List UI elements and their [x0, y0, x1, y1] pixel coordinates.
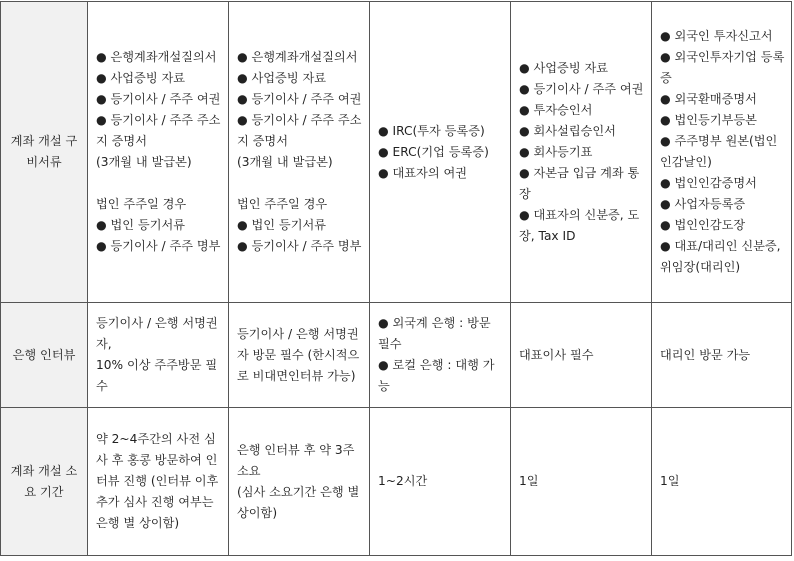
- cell-line: ● 대표자의 여권: [378, 165, 468, 180]
- cell-line: ● 로컬 은행 : 대행 가능: [378, 358, 495, 393]
- cell-line: 대표이사 필수: [519, 347, 594, 362]
- cell-line: ● 등기이사 / 주주 주소지 증명서: [237, 113, 362, 148]
- table-cell: [88, 408, 229, 556]
- cell-line: 법인 주주일 경우: [237, 197, 328, 211]
- table-cell: [229, 303, 370, 408]
- cell-line: (심사 소요기간 은행 별 상이함): [237, 484, 360, 520]
- cell-line: 등기이사 / 은행 서명권자 방문 필수 (한시적으로 비대면인터뷰 가능): [237, 326, 360, 383]
- cell-line: ● 등기이사 / 주주 여권: [237, 92, 362, 106]
- cell-line: ● 은행계좌개설질의서: [96, 50, 217, 64]
- cell-line: ● 등기이사 / 주주 여권: [519, 81, 644, 96]
- table-cell: [370, 408, 511, 556]
- interview-row: [1, 303, 792, 408]
- documents-row: [1, 2, 792, 303]
- cell-line: 10% 이상 주주방문 필수: [96, 358, 218, 393]
- cell-line: ● 대표/대리인 신분증, 위임장(대리인): [660, 239, 781, 274]
- row-header: 계좌 개설 소요 기간: [1, 408, 88, 556]
- cell-line: 1일: [519, 474, 539, 488]
- cell-line: (3개월 내 발급본): [237, 155, 333, 169]
- table-cell: [229, 408, 370, 556]
- cell-line: ● 주주명부 원본(법인인감날인): [660, 134, 778, 169]
- cell-line: ● 회사설립승인서: [519, 123, 616, 138]
- cell-line: 1일: [660, 474, 680, 488]
- cell-line: 등기이사 / 은행 서명권자,: [96, 316, 218, 351]
- cell-line: ● 법인 등기서류: [237, 218, 327, 232]
- cell-line: ● 은행계좌개설질의서: [237, 50, 358, 64]
- cell-line: ● 외국계 은행 : 방문 필수: [378, 316, 491, 351]
- cell-line: ● 대표자의 신분증, 도장, Tax ID: [519, 207, 640, 243]
- table-cell: [511, 2, 652, 303]
- cell-line: ● 사업증빙 자료: [237, 71, 327, 85]
- account-comparison-table: [0, 1, 792, 556]
- cell-line: 약 2~4주간의 사전 심사 후 홍콩 방문하여 인터뷰 진행 (인터뷰 이후 추가 심사 진행 여부는 은행 별 상이함): [96, 432, 219, 530]
- table-cell: [229, 2, 370, 303]
- cell-line: ● 등기이사 / 주주 여권: [96, 92, 221, 106]
- cell-line: 은행 인터뷰 후 약 3주 소요: [237, 442, 355, 478]
- table-cell: [370, 2, 511, 303]
- table-cell: [511, 303, 652, 408]
- cell-line: ● 투자승인서: [519, 102, 593, 117]
- cell-line: 법인 주주일 경우: [96, 197, 187, 211]
- cell-line: ● 등기이사 / 주주 주소지 증명서: [96, 113, 221, 148]
- cell-line: ● 외국환매증명서: [660, 92, 757, 106]
- cell-line: ● 법인 등기서류: [96, 218, 186, 232]
- table-cell: [511, 408, 652, 556]
- row-header: 계좌 개설 구비서류: [1, 2, 88, 303]
- cell-line: 1~2시간: [378, 474, 428, 488]
- blank-line: [237, 173, 363, 194]
- table-cell: [652, 408, 792, 556]
- cell-line: ● 사업자등록증: [660, 197, 746, 211]
- table-cell: [370, 303, 511, 408]
- cell-line: 대리인 방문 가능: [660, 347, 751, 362]
- row-header: 은행 인터뷰: [1, 303, 88, 408]
- cell-line: ● 등기이사 / 주주 명부: [96, 239, 221, 253]
- cell-line: ● 자본금 입금 계좌 통장: [519, 165, 640, 201]
- cell-line: ● 사업증빙 자료: [519, 60, 609, 75]
- cell-line: ● 회사등기표: [519, 144, 593, 159]
- table-cell: [88, 2, 229, 303]
- cell-line: ● 외국인투자기업 등록증: [660, 50, 785, 85]
- cell-line: ● ERC(기업 등록증): [378, 144, 489, 159]
- cell-line: ● 법인등기부등본: [660, 113, 757, 127]
- cell-line: ● 사업증빙 자료: [96, 71, 186, 85]
- duration-row: [1, 408, 792, 556]
- cell-line: ● IRC(투자 등록증): [378, 123, 485, 138]
- table-cell: [652, 303, 792, 408]
- blank-line: [96, 173, 222, 194]
- cell-line: ● 외국인 투자신고서: [660, 29, 773, 43]
- cell-line: ● 법인인감증명서: [660, 176, 757, 190]
- cell-line: (3개월 내 발급본): [96, 155, 192, 169]
- cell-line: ● 등기이사 / 주주 명부: [237, 239, 362, 253]
- cell-line: ● 법인인감도장: [660, 218, 746, 232]
- table-cell: [88, 303, 229, 408]
- table-cell: [652, 2, 792, 303]
